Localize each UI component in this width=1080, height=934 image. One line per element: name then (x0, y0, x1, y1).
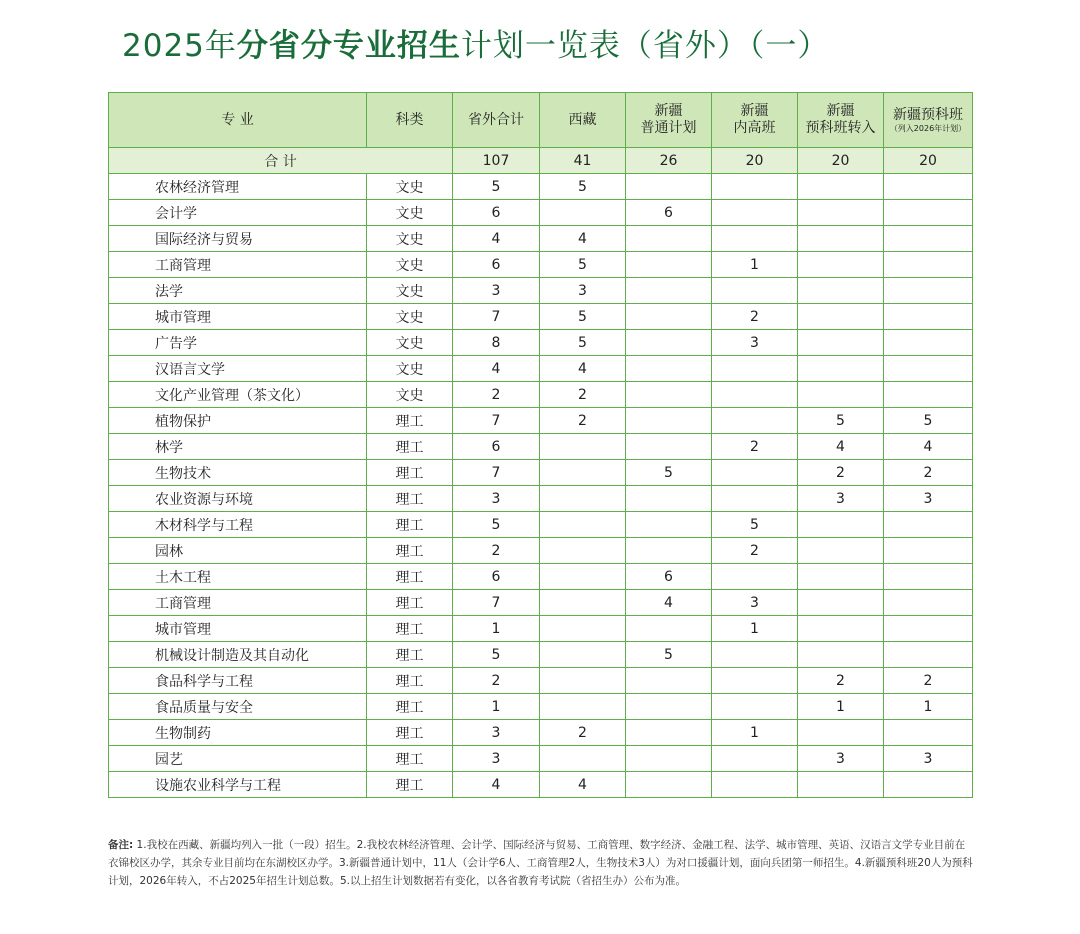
cell-xj-prep: 1 (798, 694, 884, 720)
cell-xj-inner: 3 (712, 590, 798, 616)
cell-category: 文史 (367, 382, 453, 408)
cell-xj-regular (626, 694, 712, 720)
table-row (109, 616, 973, 642)
cell-xj-regular (626, 486, 712, 512)
cell-xj-prep-class (884, 720, 973, 746)
cell-xj-prep-class (884, 772, 973, 798)
cell-category: 文史 (367, 200, 453, 226)
header-xj-regular-line2: 普通计划 (640, 120, 697, 136)
cell-xj-inner (712, 642, 798, 668)
cell-xj-prep-class (884, 226, 973, 252)
cell-total: 7 (453, 304, 540, 330)
cell-category: 理工 (367, 746, 453, 772)
cell-major: 林学 (109, 434, 367, 460)
cell-xj-prep (798, 200, 884, 226)
cell-xj-prep-class (884, 538, 973, 564)
cell-xj-inner: 1 (712, 252, 798, 278)
cell-category: 理工 (367, 616, 453, 642)
cell-category: 理工 (367, 590, 453, 616)
table-row (109, 200, 973, 226)
cell-xj-regular (626, 252, 712, 278)
cell-major: 园艺 (109, 746, 367, 772)
cell-total: 3 (453, 486, 540, 512)
table-row (109, 668, 973, 694)
header-xj-prep-class (884, 93, 973, 148)
cell-xj-prep (798, 564, 884, 590)
cell-tibet: 2 (540, 382, 626, 408)
header-xj-regular-line1: 新疆 (654, 103, 683, 119)
cell-category: 理工 (367, 564, 453, 590)
cell-tibet (540, 616, 626, 642)
total-cell-tibet: 41 (540, 148, 626, 174)
cell-tibet: 4 (540, 772, 626, 798)
cell-tibet (540, 590, 626, 616)
cell-major: 国际经济与贸易 (109, 226, 367, 252)
cell-total: 1 (453, 616, 540, 642)
cell-tibet: 5 (540, 330, 626, 356)
total-cell-xj-regular: 26 (626, 148, 712, 174)
cell-major: 机械设计制造及其自动化 (109, 642, 367, 668)
cell-major: 工商管理 (109, 590, 367, 616)
cell-xj-prep (798, 590, 884, 616)
cell-xj-inner (712, 746, 798, 772)
cell-xj-prep-class: 4 (884, 434, 973, 460)
cell-major: 文化产业管理（茶文化） (109, 382, 367, 408)
table-row (109, 512, 973, 538)
cell-xj-prep (798, 226, 884, 252)
cell-total: 6 (453, 434, 540, 460)
cell-xj-inner (712, 226, 798, 252)
cell-xj-prep (798, 538, 884, 564)
enrollment-plan-table (108, 92, 973, 798)
cell-tibet (540, 200, 626, 226)
table-row (109, 408, 973, 434)
total-cell-xj-prep: 20 (798, 148, 884, 174)
cell-total: 4 (453, 356, 540, 382)
cell-xj-regular (626, 330, 712, 356)
cell-xj-prep-class: 2 (884, 460, 973, 486)
cell-total: 8 (453, 330, 540, 356)
total-cell-xj-inner: 20 (712, 148, 798, 174)
cell-xj-prep (798, 356, 884, 382)
header-xj-prep-class-note: （列入2026年计划） (889, 123, 967, 133)
table-row (109, 772, 973, 798)
table-row (109, 590, 973, 616)
cell-category: 文史 (367, 278, 453, 304)
header-xj-inner-line1: 新疆 (740, 103, 769, 119)
cell-xj-prep: 4 (798, 434, 884, 460)
header-xj-prep (798, 93, 884, 148)
cell-category: 理工 (367, 408, 453, 434)
table-row (109, 278, 973, 304)
cell-xj-prep-class (884, 512, 973, 538)
cell-xj-prep (798, 330, 884, 356)
cell-category: 文史 (367, 356, 453, 382)
cell-xj-inner (712, 486, 798, 512)
cell-xj-regular (626, 356, 712, 382)
cell-xj-prep: 3 (798, 486, 884, 512)
cell-xj-regular (626, 434, 712, 460)
cell-xj-prep-class: 3 (884, 486, 973, 512)
cell-xj-prep (798, 720, 884, 746)
cell-xj-prep-class (884, 278, 973, 304)
cell-xj-prep (798, 304, 884, 330)
cell-xj-inner (712, 278, 798, 304)
cell-xj-regular (626, 772, 712, 798)
cell-xj-inner (712, 564, 798, 590)
cell-xj-prep (798, 616, 884, 642)
cell-major: 工商管理 (109, 252, 367, 278)
cell-xj-prep-class (884, 252, 973, 278)
cell-tibet: 2 (540, 408, 626, 434)
table-row (109, 382, 973, 408)
cell-xj-inner: 5 (712, 512, 798, 538)
cell-xj-prep-class: 3 (884, 746, 973, 772)
cell-category: 文史 (367, 226, 453, 252)
cell-xj-regular (626, 304, 712, 330)
cell-category: 理工 (367, 486, 453, 512)
cell-xj-prep-class (884, 590, 973, 616)
header-xj-regular (626, 93, 712, 148)
cell-tibet (540, 746, 626, 772)
cell-major: 法学 (109, 278, 367, 304)
cell-tibet (540, 512, 626, 538)
cell-xj-inner (712, 668, 798, 694)
cell-total: 2 (453, 668, 540, 694)
cell-tibet: 5 (540, 304, 626, 330)
cell-total: 5 (453, 512, 540, 538)
notes-label: 备注: (108, 839, 134, 851)
cell-xj-prep-class (884, 616, 973, 642)
cell-total: 4 (453, 226, 540, 252)
cell-total: 5 (453, 642, 540, 668)
notes (108, 836, 974, 890)
cell-major: 园林 (109, 538, 367, 564)
header-xj-prep-line2: 预科班转入 (805, 120, 876, 136)
cell-xj-regular (626, 278, 712, 304)
cell-total: 7 (453, 460, 540, 486)
header-category: 科类 (367, 93, 453, 148)
table-row (109, 226, 973, 252)
cell-major: 城市管理 (109, 616, 367, 642)
table-row (109, 486, 973, 512)
cell-tibet (540, 486, 626, 512)
cell-tibet: 5 (540, 252, 626, 278)
cell-xj-prep (798, 642, 884, 668)
cell-total: 6 (453, 200, 540, 226)
title-prefix: 2025年 (122, 28, 237, 64)
cell-xj-inner (712, 772, 798, 798)
cell-xj-regular (626, 512, 712, 538)
cell-xj-regular: 5 (626, 642, 712, 668)
cell-total: 2 (453, 382, 540, 408)
cell-xj-inner (712, 356, 798, 382)
header-tibet: 西藏 (540, 93, 626, 148)
cell-category: 理工 (367, 512, 453, 538)
cell-xj-regular: 6 (626, 200, 712, 226)
cell-major: 植物保护 (109, 408, 367, 434)
cell-total: 3 (453, 746, 540, 772)
notes-text: 1.我校在西藏、新疆均列入一批（一段）招生。2.我校农林经济管理、会计学、国际经济与贸易、工商管理、数字经济、金融工程、法学、城市管理、英语、汉语言文学专业目前在衣锦校区办学，其余专业目前均在东湖校区办学。3.新疆普通计划中，11人（会计学6人、工商管理2人，生物技术3人）为对口援疆计划，面向兵团第一师招生。4.新疆预科班20人为预科计划，2026年转入，不占2025年招生计划总数。5.以上招生计划数据若有变化，以各省教育考试院（省招生办）公布为准。 (108, 839, 973, 887)
cell-category: 理工 (367, 434, 453, 460)
table-row (109, 746, 973, 772)
table-row (109, 460, 973, 486)
cell-xj-prep: 2 (798, 460, 884, 486)
table-row (109, 304, 973, 330)
cell-category: 文史 (367, 174, 453, 200)
cell-xj-prep-class (884, 330, 973, 356)
cell-category: 理工 (367, 668, 453, 694)
cell-major: 食品科学与工程 (109, 668, 367, 694)
cell-xj-inner: 2 (712, 304, 798, 330)
total-row (109, 148, 973, 174)
cell-major: 设施农业科学与工程 (109, 772, 367, 798)
cell-xj-inner (712, 382, 798, 408)
table-row (109, 538, 973, 564)
cell-tibet (540, 434, 626, 460)
cell-xj-prep-class: 2 (884, 668, 973, 694)
table-row (109, 174, 973, 200)
cell-xj-prep-class (884, 642, 973, 668)
cell-xj-regular (626, 616, 712, 642)
table-row (109, 330, 973, 356)
cell-major: 食品质量与安全 (109, 694, 367, 720)
cell-xj-regular: 6 (626, 564, 712, 590)
table-row (109, 434, 973, 460)
cell-xj-regular: 4 (626, 590, 712, 616)
cell-category: 理工 (367, 772, 453, 798)
cell-xj-prep-class (884, 382, 973, 408)
cell-xj-regular: 5 (626, 460, 712, 486)
cell-xj-prep (798, 174, 884, 200)
cell-xj-regular (626, 538, 712, 564)
cell-xj-regular (626, 226, 712, 252)
total-label: 合 计 (109, 148, 453, 174)
cell-xj-inner: 1 (712, 720, 798, 746)
cell-total: 3 (453, 278, 540, 304)
cell-xj-regular (626, 382, 712, 408)
cell-xj-prep: 5 (798, 408, 884, 434)
table-row (109, 694, 973, 720)
cell-xj-prep-class (884, 564, 973, 590)
cell-xj-prep: 2 (798, 668, 884, 694)
cell-category: 理工 (367, 538, 453, 564)
cell-xj-inner (712, 174, 798, 200)
cell-xj-prep-class (884, 174, 973, 200)
cell-xj-regular (626, 174, 712, 200)
table-row (109, 564, 973, 590)
cell-xj-prep (798, 278, 884, 304)
cell-total: 2 (453, 538, 540, 564)
header-total: 省外合计 (453, 93, 540, 148)
cell-xj-inner (712, 200, 798, 226)
cell-total: 7 (453, 590, 540, 616)
cell-tibet (540, 460, 626, 486)
cell-category: 文史 (367, 330, 453, 356)
header-xj-prep-line1: 新疆 (826, 103, 855, 119)
cell-xj-inner (712, 694, 798, 720)
cell-major: 农林经济管理 (109, 174, 367, 200)
cell-tibet (540, 538, 626, 564)
cell-category: 文史 (367, 304, 453, 330)
header-xj-inner (712, 93, 798, 148)
cell-category: 文史 (367, 252, 453, 278)
cell-xj-regular (626, 408, 712, 434)
cell-major: 木材科学与工程 (109, 512, 367, 538)
cell-xj-prep-class: 1 (884, 694, 973, 720)
cell-total: 4 (453, 772, 540, 798)
cell-tibet (540, 642, 626, 668)
cell-total: 1 (453, 694, 540, 720)
cell-xj-regular (626, 668, 712, 694)
cell-tibet: 4 (540, 226, 626, 252)
table-row (109, 720, 973, 746)
page-title (122, 20, 829, 65)
table-header-row (109, 93, 973, 148)
header-xj-prep-class-line1: 新疆预科班 (893, 106, 963, 123)
cell-total: 3 (453, 720, 540, 746)
cell-xj-inner (712, 460, 798, 486)
cell-xj-inner: 3 (712, 330, 798, 356)
cell-category: 理工 (367, 642, 453, 668)
cell-tibet: 5 (540, 174, 626, 200)
cell-xj-prep-class (884, 304, 973, 330)
cell-category: 理工 (367, 720, 453, 746)
cell-xj-prep (798, 772, 884, 798)
cell-category: 理工 (367, 694, 453, 720)
header-xj-inner-line2: 内高班 (733, 120, 776, 136)
cell-xj-inner: 2 (712, 434, 798, 460)
total-cell-total: 107 (453, 148, 540, 174)
cell-total: 7 (453, 408, 540, 434)
cell-tibet: 2 (540, 720, 626, 746)
cell-xj-prep (798, 382, 884, 408)
cell-major: 城市管理 (109, 304, 367, 330)
cell-xj-prep (798, 252, 884, 278)
cell-tibet (540, 564, 626, 590)
cell-major: 广告学 (109, 330, 367, 356)
cell-xj-regular (626, 720, 712, 746)
cell-major: 会计学 (109, 200, 367, 226)
table-row (109, 252, 973, 278)
cell-tibet: 4 (540, 356, 626, 382)
cell-total: 5 (453, 174, 540, 200)
cell-xj-inner: 1 (712, 616, 798, 642)
table-row (109, 356, 973, 382)
cell-major: 土木工程 (109, 564, 367, 590)
cell-major: 农业资源与环境 (109, 486, 367, 512)
cell-tibet (540, 694, 626, 720)
cell-total: 6 (453, 252, 540, 278)
table-row (109, 642, 973, 668)
cell-major: 生物制药 (109, 720, 367, 746)
cell-xj-prep (798, 512, 884, 538)
title-bold: 分省分专业招生 (236, 28, 461, 64)
cell-tibet: 3 (540, 278, 626, 304)
cell-xj-prep: 3 (798, 746, 884, 772)
cell-tibet (540, 668, 626, 694)
cell-major: 生物技术 (109, 460, 367, 486)
cell-major: 汉语言文学 (109, 356, 367, 382)
cell-xj-prep-class: 5 (884, 408, 973, 434)
cell-category: 理工 (367, 460, 453, 486)
cell-xj-prep-class (884, 356, 973, 382)
cell-total: 6 (453, 564, 540, 590)
title-suffix: 计划一览表（省外）（一） (460, 28, 830, 64)
cell-xj-regular (626, 746, 712, 772)
cell-xj-inner (712, 408, 798, 434)
cell-xj-prep-class (884, 200, 973, 226)
header-major: 专 业 (109, 93, 367, 148)
total-cell-xj-prep-class: 20 (884, 148, 973, 174)
cell-xj-inner: 2 (712, 538, 798, 564)
